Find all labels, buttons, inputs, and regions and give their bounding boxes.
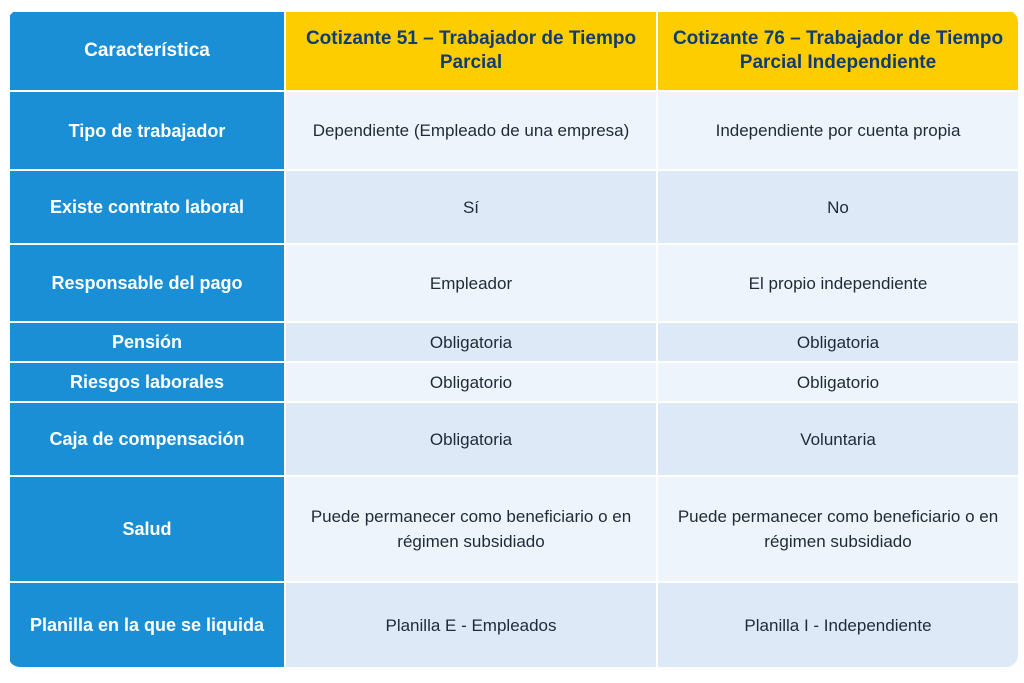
comparison-table [8,10,1018,667]
table-row [9,362,1018,402]
table-row [9,170,1018,244]
cell-cotizante-51: Obligatoria [285,322,657,362]
cell-cotizante-51: Puede permanecer como beneficiario o en régimen subsidiado [285,476,657,582]
table-row [9,322,1018,362]
header-cotizante-76: Cotizante 76 – Trabajador de Tiempo Parcial Independiente [657,11,1018,91]
header-caracteristica: Característica [9,11,285,91]
row-label-caja-compensacion: Caja de compensación [9,402,285,476]
cell-cotizante-76: Puede permanecer como beneficiario o en régimen subsidiado [657,476,1018,582]
table-header-row [9,11,1018,91]
table-row [9,244,1018,322]
cell-cotizante-76: Obligatorio [657,362,1018,402]
cell-cotizante-76: Obligatoria [657,322,1018,362]
row-label-tipo-trabajador: Tipo de trabajador [9,91,285,170]
table-row [9,402,1018,476]
row-label-riesgos-laborales: Riesgos laborales [9,362,285,402]
table-row [9,582,1018,667]
comparison-table-container [8,10,1018,667]
cell-cotizante-76: El propio independiente [657,244,1018,322]
cell-cotizante-51: Empleador [285,244,657,322]
header-cotizante-51: Cotizante 51 – Trabajador de Tiempo Parcial [285,11,657,91]
row-label-responsable-pago: Responsable del pago [9,244,285,322]
row-label-contrato-laboral: Existe contrato laboral [9,170,285,244]
cell-cotizante-76: No [657,170,1018,244]
cell-cotizante-51: Obligatorio [285,362,657,402]
cell-cotizante-76: Voluntaria [657,402,1018,476]
table-row [9,476,1018,582]
cell-cotizante-51: Sí [285,170,657,244]
row-label-salud: Salud [9,476,285,582]
cell-cotizante-51: Dependiente (Empleado de una empresa) [285,91,657,170]
table-row [9,91,1018,170]
cell-cotizante-76: Independiente por cuenta propia [657,91,1018,170]
cell-cotizante-51: Obligatoria [285,402,657,476]
row-label-pension: Pensión [9,322,285,362]
cell-cotizante-76: Planilla I - Independiente [657,582,1018,667]
row-label-planilla: Planilla en la que se liquida [9,582,285,667]
cell-cotizante-51: Planilla E - Empleados [285,582,657,667]
